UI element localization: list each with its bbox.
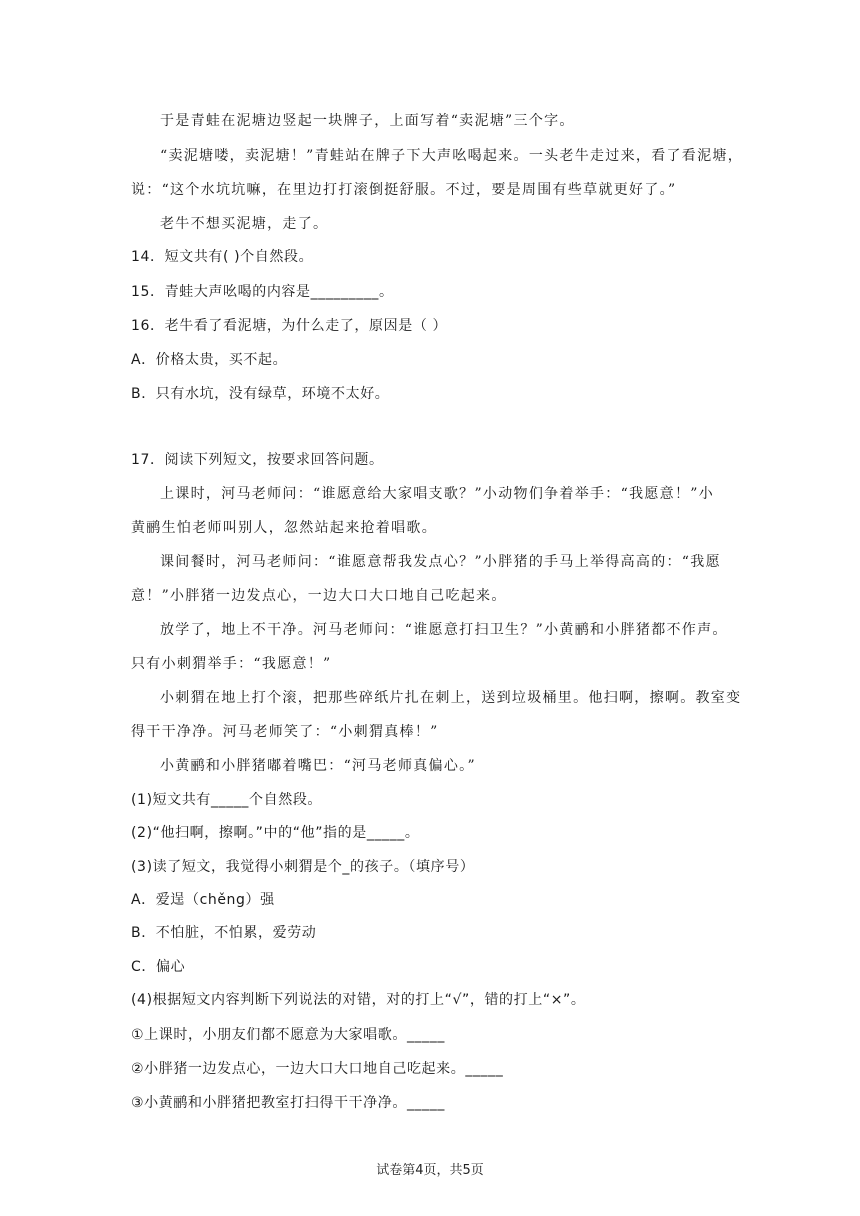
subquestion-4-statement-3: ③小黄鹂和小胖猪把教室打扫得干干净净。_____ [131, 1095, 445, 1111]
subquestion-3-option-a: A．爱逞（chěng）强 [131, 892, 275, 908]
page-number-footer: 试卷第4页，共5页 [376, 1163, 484, 1178]
question-17: 17．阅读下列短文，按要求回答问题。 [131, 452, 384, 468]
question-14: 14．短文共有( )个自然段。 [131, 249, 314, 265]
question-16-option-b: B．只有水坑，没有绿草，环境不太好。 [131, 386, 390, 402]
question-16: 16．老牛看了看泥塘，为什么走了，原因是（ ） [131, 318, 448, 334]
subquestion-4: (4)根据短文内容判断下列说法的对错，对的打上“√”，错的打上“×”。 [131, 992, 586, 1008]
passage2-paragraph-2-line-2: 意！”小胖猪一边发点心，一边大口大口地自己吃起来。 [131, 588, 507, 604]
subquestion-3-option-b: B．不怕脏，不怕累，爱劳动 [131, 925, 317, 941]
passage2-paragraph-4-line-1: 小刺猬在地上打个滚，把那些碎纸片扎在刺上，送到垃圾桶里。他扫啊，擦啊。教室变 [160, 690, 742, 706]
subquestion-1: (1)短文共有_____个自然段。 [131, 792, 323, 808]
passage2-paragraph-1-line-2: 黄鹂生怕老师叫别人，忽然站起来抢着唱歌。 [131, 520, 437, 536]
passage2-paragraph-1-line-1: 上课时，河马老师问：“谁愿意给大家唱支歌？”小动物们争着举手：“我愿意！”小 [160, 486, 715, 502]
passage2-paragraph-3-line-1: 放学了，地上不干净。河马老师问：“谁愿意打扫卫生？”小黄鹂和小胖猪都不作声。 [160, 622, 728, 638]
passage2-paragraph-5: 小黄鹂和小胖猪嘟着嘴巴：“河马老师真偏心。” [160, 758, 476, 774]
subquestion-4-statement-2: ②小胖猪一边发点心，一边大口大口地自己吃起来。_____ [131, 1061, 504, 1077]
passage1-paragraph-3: 老牛不想买泥塘，走了。 [160, 216, 329, 232]
question-16-option-a: A．价格太贵，买不起。 [131, 352, 288, 368]
subquestion-4-statement-1: ①上课时，小朋友们都不愿意为大家唱歌。_____ [131, 1027, 445, 1043]
passage2-paragraph-3-line-2: 只有小刺猬举手：“我愿意！” [131, 656, 332, 672]
passage1-paragraph-2-line-1: “卖泥塘喽，卖泥塘！”青蛙站在牌子下大声吆喝起来。一头老牛走过来，看了看泥塘， [160, 148, 744, 164]
passage2-paragraph-4-line-2: 得干干净净。河马老师笑了：“小刺猬真棒！” [131, 724, 439, 740]
subquestion-3-option-c: C．偏心 [131, 959, 186, 975]
subquestion-2: (2)“他扫啊，擦啊。”中的“他”指的是_____。 [131, 825, 420, 841]
passage1-paragraph-2-line-2: 说：“这个水坑坑嘛，在里边打打滚倒挺舒服。不过，要是周围有些草就更好了。” [131, 182, 677, 198]
question-15: 15．青蛙大声吆喝的内容是_________。 [131, 284, 394, 300]
passage2-paragraph-2-line-1: 课间餐时，河马老师问：“谁愿意帮我发点心？”小胖猪的手马上举得高高的：“我愿 [160, 554, 721, 570]
subquestion-3: (3)读了短文，我觉得小刺猬是个_的孩子。（填序号） [131, 859, 475, 875]
passage1-paragraph-1: 于是青蛙在泥塘边竖起一块牌子，上面写着“卖泥塘”三个字。 [160, 113, 575, 129]
